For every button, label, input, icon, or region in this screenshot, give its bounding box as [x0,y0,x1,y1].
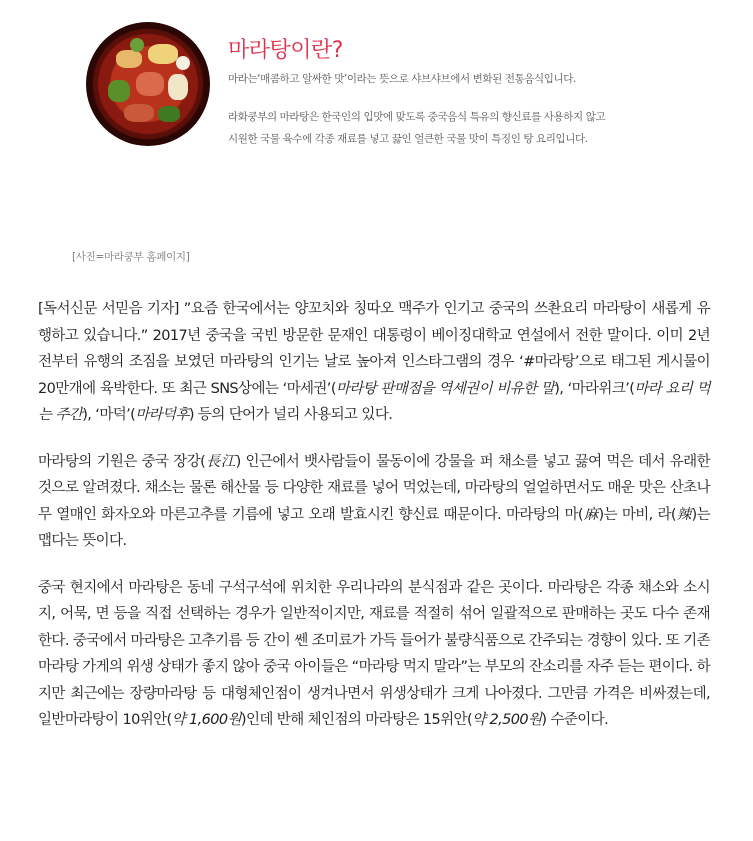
figure-caption-line-2: 라화쿵부의 마라탕은 한국인의 입맛에 맞도록 중국음식 특유의 향신료를 사용하지 않고 [228,111,606,123]
italic-gloss: 마라탕 판매점을 역세권이 비유한 말 [335,380,555,397]
figure-caption-line-3: 시원한 국물 육수에 각종 재료를 넣고 끓인 얼큰한 국물 맛이 특징인 탕 요리입니다. [228,133,588,145]
text-run: )는 마비, 라( [598,506,676,523]
italic-gloss: 麻 [582,506,599,523]
figure-title: 마라탕이란? [228,38,343,63]
text-run: 마라탕의 기원은 중국 장강( [38,453,206,470]
text-run: ) 등의 단어가 널리 사용되고 있다. [188,407,393,423]
italic-gloss: 長江 [205,453,236,470]
italic-gloss: 마라 요리 먹는 주간 [38,380,710,423]
photo-credit: [사진=마라쿵부 홈페이지] [72,251,190,263]
malatang-bowl-image [86,22,210,146]
paragraph-1 [38,296,710,429]
paragraph-3 [38,575,710,734]
text-run: )인데 반해 체인점의 마라탕은 15위안( [240,712,473,728]
italic-gloss: 약 1,600원 [171,712,241,728]
italic-gloss: 마라덕후 [135,407,189,423]
italic-gloss: 辣 [675,506,692,523]
article-figure [0,0,753,263]
text-run: ), ‘마덕’( [82,407,136,423]
text-run: )는 맵다는 뜻이다. [38,506,710,549]
text-run: 중국 현지에서 마라탕은 동네 구석구석에 위치한 우리나라의 분식점과 같은 곳이다. 마라탕은 각종 채소와 소시지, 어묵, 면 등을 직접 선택하는 경우가 일반적이지만, 재료를 적절히 섞어 일괄적으로 판매하는 곳도 다수 존재한다. 중국에서 마라탕은 고추기름 등 간이 쎈 조미료가 가득 들어가 불량식품으로 간주되는 경향이 있다. 또 기존 마라탕 가게의 위생 상태가 좋지 않아 중국 아이들은 “마라탕 먹지 말라”는 부모의 잔소리를 자주 듣는 편이다. 하지만 최근에는 장량마라탕 등 대형체인점이 생겨나면서 위생상태가 크게 나아졌다. 그만큼 가격은 비싸졌는데, 일반마라탕이 10위안( [38,579,710,728]
figure-caption-line-1: 마라는‘매콤하고 알싸한 맛’이라는 뜻으로 샤브샤브에서 변화된 전통음식입니다. [228,73,576,85]
italic-gloss: 약 2,500원 [472,712,542,728]
text-run: ) 수준이다. [541,712,609,728]
paragraph-2 [38,449,710,555]
text-run: [독서신문 서믿음 기자] ”요즘 한국에서는 양꼬치와 칭따오 맥주가 인기고 중국의 쓰촨요리 마라탕이 새롭게 유행하고 있습니다.” 2017년 중국을 국빈 방문한 문재인 대통령이 베이징대학교 연설에서 전한 말이다. 이미 2년 전부터 유행의 조짐을 보였던 마라탕의 인기는 날로 높아져 인스타그램의 경우 ‘#마라탕’으로 태그된 게시물이 20만개에 육박한다. 또 최근 SNS상에는 ‘마세권’( [38,301,710,397]
article-body [38,296,710,754]
text-run: ), ‘마라위크’( [554,380,635,397]
text-run: ) 인근에서 뱃사람들이 물동이에 강물을 퍼 채소를 넣고 끓여 먹은 데서 유래한 것으로 알려졌다. 채소는 물론 해산물 등 다양한 재료를 넣어 먹었는데, 마라탕의 얼얼하면서도 매운 맛은 산초나무 열매인 화자오와 마른고추를 기름에 넣고 오래 발효시킨 향신료 때문이다. 마라탕의 마( [38,453,710,523]
